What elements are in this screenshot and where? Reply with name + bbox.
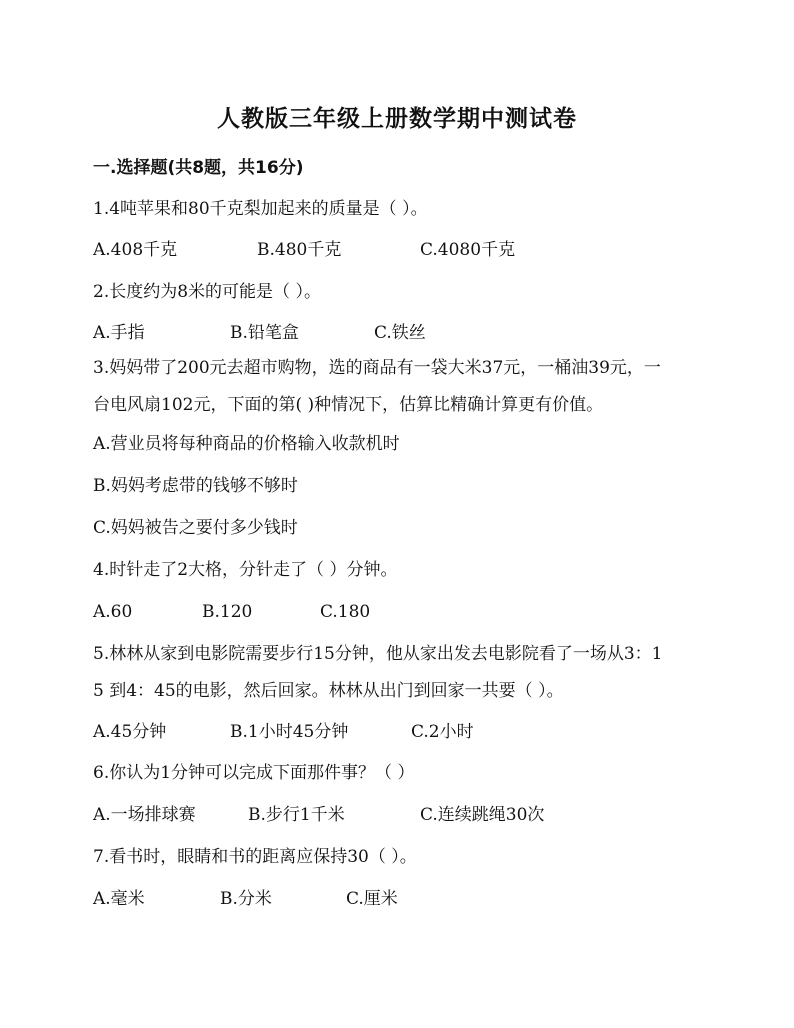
q1-option-b: B.480千克 [257,240,342,260]
q1-option-a: A.408千克 [93,240,178,260]
question-5-line-2: 5 到4：45的电影，然后回家。林林从出门到回家一共要（ ）。 [93,681,564,701]
section-heading: 一.选择题(共8题，共16分) [93,158,304,178]
q2-option-b: B.铅笔盒 [230,323,299,343]
q6-option-a: A.一场排球赛 [93,805,196,825]
q7-option-a: A.毫米 [93,889,145,909]
q4-option-a: A.60 [93,602,133,622]
q6-option-b: B.步行1千米 [248,805,345,825]
q2-option-c: C.铁丝 [374,323,426,343]
q7-option-c: C.厘米 [346,889,398,909]
question-6: 6.你认为1分钟可以完成下面那件事？（ ） [93,763,415,783]
q5-option-a: A.45分钟 [93,722,167,742]
question-2: 2.长度约为8米的可能是（ ）。 [93,282,321,302]
question-1: 1.4吨苹果和80千克梨加起来的质量是（ ）。 [93,199,428,219]
question-3-line-1: 3.妈妈带了200元去超市购物，选的商品有一袋大米37元，一桶油39元，一 [93,358,661,378]
q3-option-c: C.妈妈被告之要付多少钱时 [93,518,298,538]
q3-option-a: A.营业员将每种商品的价格输入收款机时 [93,434,400,454]
question-4: 4.时针走了2大格，分针走了（ ）分钟。 [93,560,398,580]
question-7: 7.看书时，眼睛和书的距离应保持30（ ）。 [93,847,417,867]
q6-option-c: C.连续跳绳30次 [420,805,545,825]
q3-option-b: B.妈妈考虑带的钱够不够时 [93,476,298,496]
q4-option-b: B.120 [202,602,253,622]
page-title: 人教版三年级上册数学期中测试卷 [217,105,577,132]
question-5-line-1: 5.林林从家到电影院需要步行15分钟，他从家出发去电影院看了一场从3：1 [93,644,663,664]
question-3-line-2: 台电风扇102元，下面的第( )种情况下，估算比精确计算更有价值。 [93,395,604,415]
q2-option-a: A.手指 [93,323,145,343]
q1-option-c: C.4080千克 [420,240,516,260]
q5-option-c: C.2小时 [411,722,474,742]
q5-option-b: B.1小时45分钟 [230,722,349,742]
q7-option-b: B.分米 [220,889,272,909]
q4-option-c: C.180 [320,602,371,622]
